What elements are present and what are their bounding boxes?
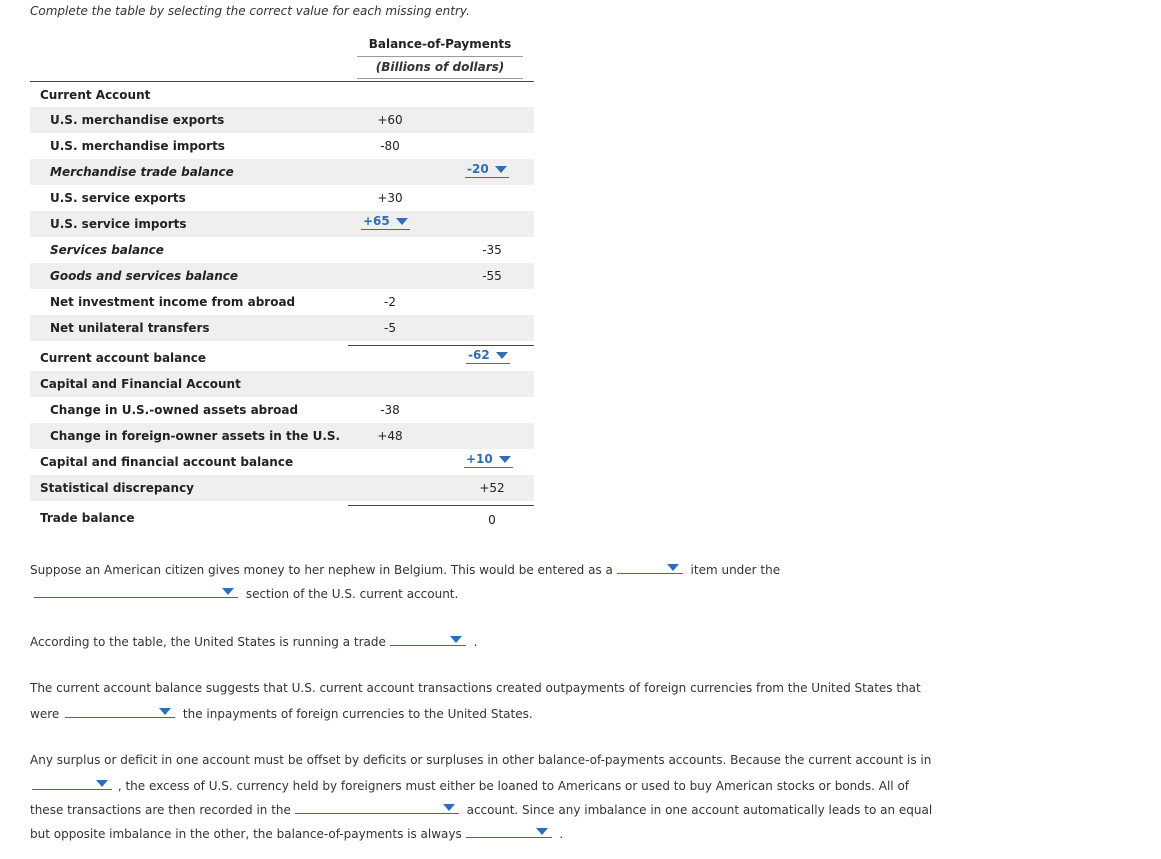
table-row-service-imports — [30, 211, 534, 237]
row-label: Net unilateral transfers — [50, 321, 210, 335]
row-label: Statistical discrepancy — [40, 481, 195, 495]
table-row-merch-exports — [30, 107, 534, 133]
instruction-text: Complete the table by selecting the correct value for each missing entry. — [30, 4, 470, 18]
row-value: 0 — [488, 513, 496, 527]
row-value: -2 — [384, 295, 396, 309]
question-4-line-1: Any surplus or deficit in one account must be offset by deficits or surpluses in other balance-of-payments accounts. Because the current account is in — [30, 753, 932, 767]
row-value: -35 — [482, 243, 502, 257]
table-row-current-account-balance — [30, 345, 534, 371]
current-account-section-dropdown[interactable] — [34, 585, 238, 598]
service-imports-dropdown[interactable]: +65 — [361, 214, 410, 230]
column-header-title: Balance-of-Payments — [368, 37, 512, 51]
row-label: Merchandise trade balance — [50, 165, 234, 179]
table-row-trade-balance — [30, 505, 534, 531]
chevron-down-icon — [536, 828, 548, 835]
capital-financial-balance-dropdown[interactable]: +10 — [464, 452, 513, 468]
row-label: Current Account — [40, 88, 151, 102]
row-value: +30 — [377, 191, 403, 205]
row-label: Current account balance — [40, 351, 207, 365]
question-4-line-4: but opposite imbalance in the other, the balance-of-payments is always . — [30, 827, 564, 841]
table-row-net-investment-income — [30, 289, 534, 315]
question-4-line-3: these transactions are then recorded in the account. Since any imbalance in one account automatically leads to an equal — [30, 803, 933, 817]
chevron-down-icon — [499, 456, 511, 463]
question-2: According to the table, the United States is running a trade . — [30, 635, 478, 649]
header-divider — [357, 56, 523, 57]
chevron-down-icon — [96, 780, 108, 787]
table-row-capital-financial-balance — [30, 449, 534, 475]
table-row-service-exports — [30, 185, 534, 211]
column-header-unit: (Billions of dollars) — [375, 60, 505, 74]
row-label: Goods and services balance — [50, 269, 239, 283]
row-label: Capital and Financial Account — [40, 377, 241, 391]
chevron-down-icon — [450, 636, 462, 643]
offset-account-dropdown[interactable] — [295, 801, 459, 814]
table-row-services-balance — [30, 237, 534, 263]
outpayments-comparison-dropdown[interactable] — [65, 705, 175, 718]
table-row-merch-imports — [30, 133, 534, 159]
merch-trade-balance-dropdown[interactable]: -20 — [465, 162, 509, 178]
row-label: Change in foreign-owner assets in the U.S. — [50, 429, 341, 443]
table-row-goods-services-balance — [30, 263, 534, 289]
chevron-down-icon — [667, 564, 679, 571]
row-label: U.S. merchandise imports — [50, 139, 225, 153]
table-row-capital-financial-heading — [30, 371, 534, 397]
current-account-balance-dropdown[interactable]: -62 — [466, 348, 510, 364]
table-row-merch-trade-balance — [30, 159, 534, 185]
row-value: -55 — [482, 269, 502, 283]
question-1-line-2: section of the U.S. current account. — [30, 585, 458, 601]
row-label: Trade balance — [40, 511, 135, 525]
row-value: +60 — [377, 113, 403, 127]
transfer-type-dropdown[interactable] — [617, 561, 683, 574]
row-value: +48 — [377, 429, 403, 443]
bop-balance-state-dropdown[interactable] — [466, 825, 552, 838]
header-divider — [357, 78, 523, 79]
row-label: U.S. service imports — [50, 217, 187, 231]
chevron-down-icon — [396, 218, 408, 225]
row-value: -5 — [384, 321, 396, 335]
chevron-down-icon — [159, 708, 171, 715]
table-row-statistical-discrepancy — [30, 475, 534, 501]
row-label: Services balance — [50, 243, 164, 257]
current-account-state-dropdown[interactable] — [32, 777, 112, 790]
row-value: -38 — [380, 403, 400, 417]
row-label: U.S. service exports — [50, 191, 186, 205]
trade-status-dropdown[interactable] — [390, 633, 466, 646]
table-row-foreign-owned-assets — [30, 423, 534, 449]
chevron-down-icon — [443, 804, 455, 811]
table-row-us-owned-assets — [30, 397, 534, 423]
chevron-down-icon — [496, 352, 508, 359]
question-1-line-1: Suppose an American citizen gives money to her nephew in Belgium. This would be entered as a item under the — [30, 563, 781, 577]
question-4-line-2: , the excess of U.S. currency held by foreigners must either be loaned to Americans or used to buy American stocks or bonds. All of — [30, 777, 909, 793]
table-row-net-unilateral-transfers — [30, 315, 534, 341]
row-label: Capital and financial account balance — [40, 455, 294, 469]
table-row-current-account-heading — [30, 82, 534, 108]
question-3-line-2: were the inpayments of foreign currencies to the United States. — [30, 707, 533, 721]
question-3-line-1: The current account balance suggests that U.S. current account transactions created outpayments of foreign currencies from the United States that — [30, 681, 921, 695]
row-value: -80 — [380, 139, 400, 153]
row-label: Change in U.S.-owned assets abroad — [50, 403, 299, 417]
chevron-down-icon — [222, 588, 234, 595]
row-value: +52 — [479, 481, 505, 495]
row-label: U.S. merchandise exports — [50, 113, 225, 127]
row-label: Net investment income from abroad — [50, 295, 296, 309]
chevron-down-icon — [495, 166, 507, 173]
